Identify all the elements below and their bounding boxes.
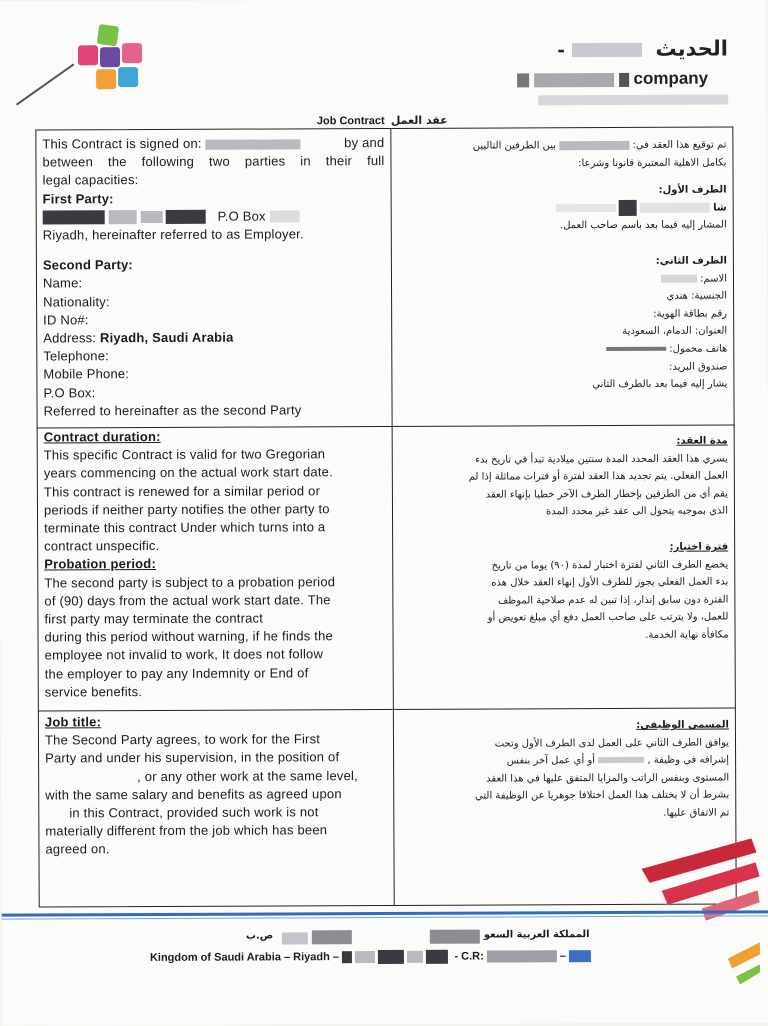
duration-english: Contract duration: This specific Contract is valid for two Gregorian years commencing on the actual work start date. This contract is renewed for a similar period or periods if neither party notifies the other party to terminate this contract Under which turns into a contract unspecific. Probation period: The second party is subject to a probation period of (90) days from the actual work start date. The first party may terminate the contract during this period without warning, if he finds the employee not invalid to work, It does not follow the employer to pay any Indemnity or End of service benefits.: [43, 428, 336, 700]
duration-arabic: مدة العقد: يسري هذا العقد المحدد المدة سنتين ميلادية تبدأ في تاريخ بدء العمل الفعلي. يتم تجديد هذا العقد لفترة أو فترات مماثلة إذا لم يقم أي من الطرفين بإخطار الطرف الآخر خطيا بإنهاء العقد الذي بموجبه يتحول الى عقد غير محدد المدة فترة اختبار: يخضع الطرف الثاني لفترة اختبار لمدة (٩٠) يوما من تاريخ بدء العمل الفعلي يجوز للطرف الأول إنهاء العقد خلال هذه الفترة دون سابق إنذار، إذا تبين له عدم صلاحية الموظف للعمل، ولا يترتب على صاحب العمل دفع أي مبلغ تعويض أو مكافأة نهاية الخدمة.: [468, 435, 729, 641]
company-name-arabic: الحديث -: [557, 36, 729, 62]
parties-arabic: تم توقيع هذا العقد في: بين الطرفين التاليين بكامل الاهلية المعتبرة قانونا وشرعا: الطرف الأول: شا المشار إليه فيما بعد باسم صاحب العمل. الطرف الثاني: الاسم: الجنسية: هندي رقم بطاقة الهوية: العنوان: الدمام، السعودية هاتف محمول: صندوق البريد: يشار إليه فيما بعد بالطرف الثاني: [472, 139, 728, 391]
parties-english: This Contract is signed on: by and between the following two parties in their full legal capacities: First Party: P.O Box Riyadh, hereinafter referred to as Employer. Second Party: Name: Nationality: ID No#: Address: Riyadh, Saudi Arabia Telephone: Mobile Phone: P.O Box: Referred to hereinafter as the second Party: [42, 134, 385, 419]
header-redaction: [538, 94, 728, 105]
document-title: Job Contract عقد العمل: [316, 113, 448, 128]
job-title-english: Job title: The Second Party agrees, to work for the First Party and under his supervision, in the position of , or any other work at the same level, with the same salary and benefits as agreed upon in this Contract, provided such work is not materially different from the job which has been agreed on.: [44, 714, 358, 857]
footer-arabic-address: ص.ب المملكة العربية السعو: [192, 929, 632, 949]
footer-english-address: Kingdom of Saudi Arabia – Riyadh – - C.R: –: [150, 949, 670, 965]
company-logo: [60, 23, 155, 101]
company-name-english: company: [517, 69, 708, 90]
job-title-arabic: المسمى الوظيفي: يوافق الطرف الثاني على العمل لدى الطرف الأول وتحت إشرافه في وظيفة , أو أي عمل آخر بنفس المستوى وبنفس الراتب والمزايا المتفق عليها في هذا العقد بشرط أن لا يختلف هذا العمل اختلافا جوهريا عن الوظيفة التي تم الاتفاق عليها.: [475, 719, 730, 819]
